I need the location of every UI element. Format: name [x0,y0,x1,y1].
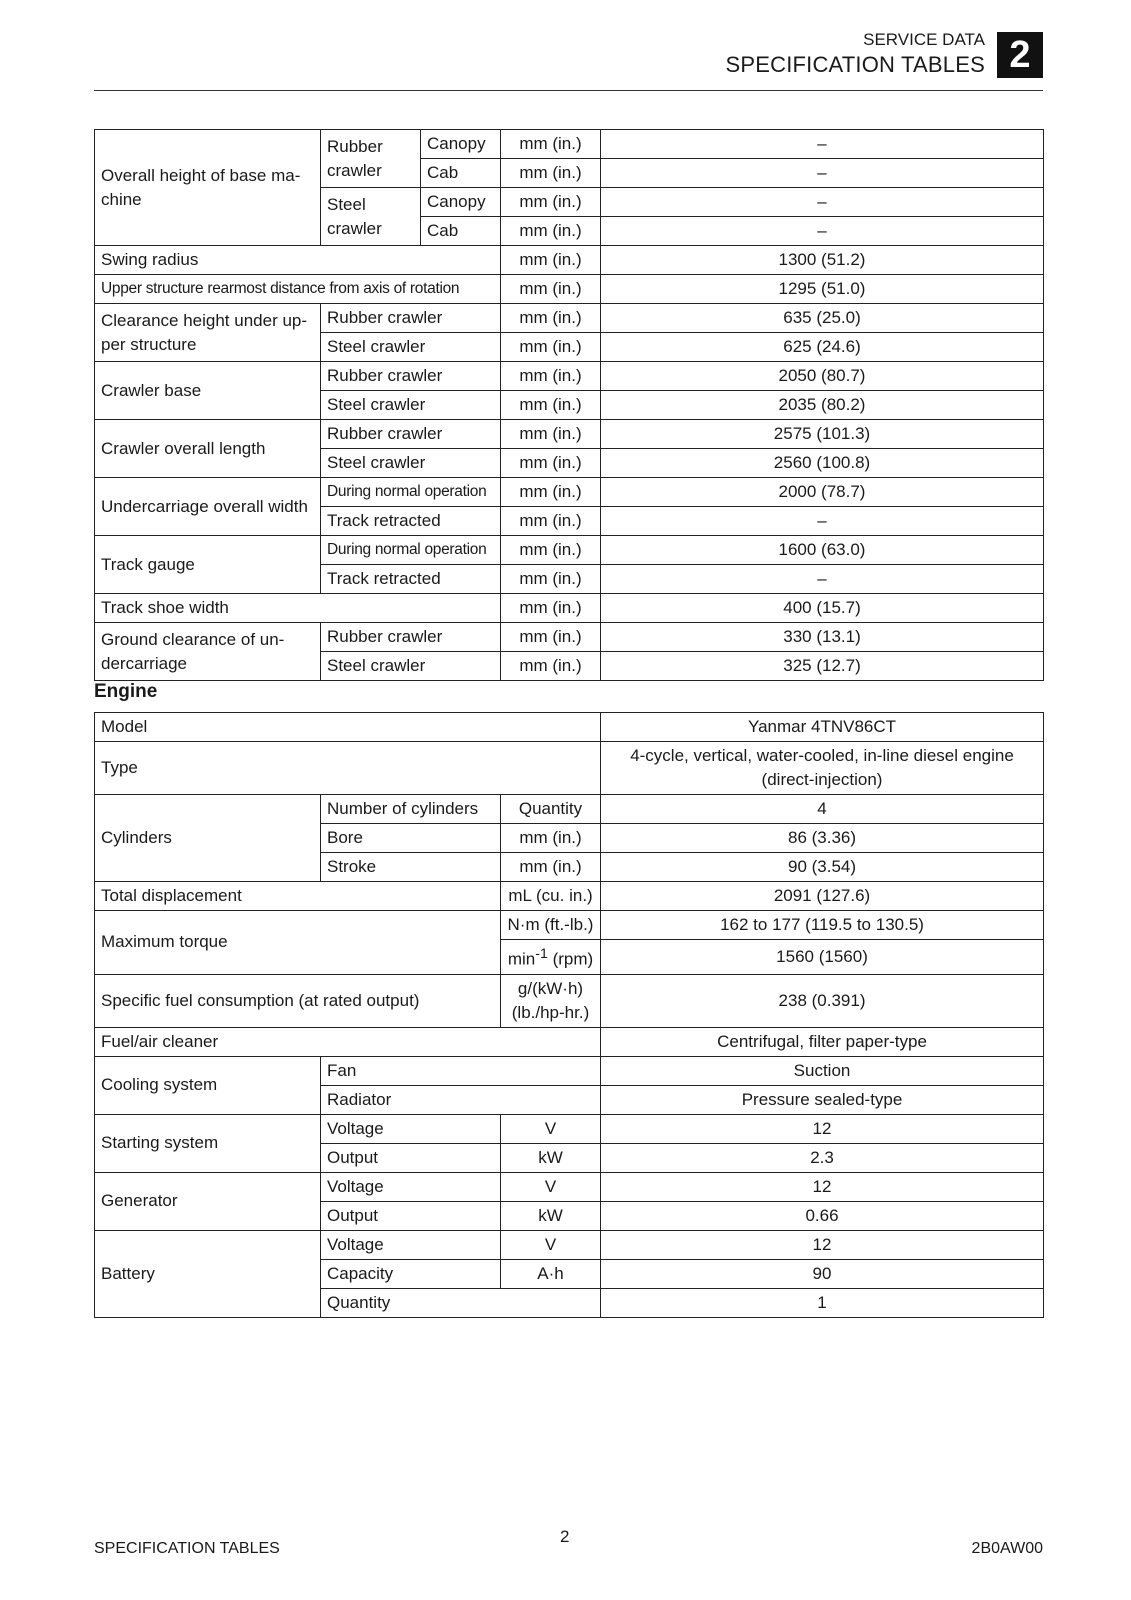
quantity-label: Quantity [321,1288,601,1317]
fan-label: Fan [321,1056,601,1085]
unit-cell: A·h [501,1259,601,1288]
unit-cell: mL (cu. in.) [501,882,601,911]
swing-radius-label: Swing radius [95,246,501,275]
unit-cell: mm (in.) [501,652,601,681]
table-row [95,1230,1044,1259]
footer-title: SPECIFICATION TABLES [94,1540,280,1557]
unit-cell: mm (in.) [501,594,601,623]
value-cell: 2.3 [601,1143,1044,1172]
value-cell: Centrifugal, filter paper-type [601,1027,1044,1056]
page-number: 2 [560,1527,570,1546]
unit-cell: mm (in.) [501,420,601,449]
upper-rear-label: Upper structure rearmost distance from axis of rotation [95,275,501,304]
model-value: Yanmar 4TNV86CT [601,713,1044,742]
table-row [95,536,1044,565]
table-row [95,478,1044,507]
capacity-label: Capacity [321,1259,501,1288]
air-cleaner-label: Fuel/air cleaner [95,1027,601,1056]
value-cell: 86 (3.36) [601,824,1044,853]
voltage-label: Voltage [321,1114,501,1143]
rubber-crawler-label: Rubber crawler [321,420,501,449]
canopy-label: Canopy [421,188,501,217]
unit-cell: mm (in.) [501,246,601,275]
swing-radius-value: 1300 (51.2) [601,246,1044,275]
unit-cell: mm (in.) [501,536,601,565]
table-row [95,1172,1044,1201]
table-row [95,623,1044,652]
value-cell: 330 (13.1) [601,623,1044,652]
engine-table [94,712,1044,1318]
unit-cell: mm (in.) [501,449,601,478]
page-header [443,30,1043,80]
table-row [95,246,1044,275]
value-cell: 635 (25.0) [601,304,1044,333]
unit-cell: mm (in.) [501,507,601,536]
cylinders-label: Cylinders [95,795,321,882]
type-label: Type [95,742,601,795]
value-cell: – [601,217,1044,246]
table-row [95,974,1044,1027]
value-cell: 12 [601,1172,1044,1201]
unit-cell: mm (in.) [501,159,601,188]
table-row [95,713,1044,742]
value-cell: 2000 (78.7) [601,478,1044,507]
steel-crawler-label: Steel crawler [321,188,421,246]
crawler-length-label: Crawler overall length [95,420,321,478]
document-code: 2B0AW00 [971,1540,1043,1557]
value-cell: 90 (3.54) [601,853,1044,882]
voltage-label: Voltage [321,1230,501,1259]
dimensions-table [94,129,1044,681]
canopy-label: Canopy [421,130,501,159]
table-row [95,911,1044,940]
steel-crawler-label: Steel crawler [321,449,501,478]
value-cell: 2575 (101.3) [601,420,1044,449]
value-cell: 4 [601,795,1044,824]
starting-label: Starting system [95,1114,321,1172]
bore-label: Bore [321,824,501,853]
table-row [95,420,1044,449]
value-cell: 162 to 177 (119.5 to 130.5) [601,911,1044,940]
track-gauge-label: Track gauge [95,536,321,594]
output-label: Output [321,1201,501,1230]
value-cell: 238 (0.391) [601,974,1044,1027]
rubber-crawler-label: Rubber crawler [321,362,501,391]
displacement-label: Total displacement [95,882,501,911]
value-cell: 625 (24.6) [601,333,1044,362]
table-row [95,795,1044,824]
track-shoe-value: 400 (15.7) [601,594,1044,623]
unit-cell: mm (in.) [501,130,601,159]
value-cell: 12 [601,1230,1044,1259]
track-retracted-label: Track retracted [321,565,501,594]
header-section: SERVICE DATA [863,30,985,49]
value-cell: – [601,188,1044,217]
track-shoe-label: Track shoe width [95,594,501,623]
rpm-unit-rest: (rpm) [547,949,594,969]
during-normal-label: During normal operation [321,478,501,507]
steel-crawler-label: Steel crawler [321,391,501,420]
rpm-unit-base: min [507,949,536,969]
value-cell: 325 (12.7) [601,652,1044,681]
rpm-unit-exponent: -1 [535,946,548,962]
ground-clearance-label: Ground clearance of un-dercarriage [95,623,321,681]
value-cell: 1560 (1560) [601,940,1044,975]
unit-cell: mm (in.) [501,362,601,391]
unit-cell: mm (in.) [501,853,601,882]
unit-cell: mm (in.) [501,565,601,594]
unit-cell: V [501,1172,601,1201]
table-row [95,130,1044,159]
radiator-label: Radiator [321,1085,601,1114]
model-label: Model [95,713,601,742]
clearance-upper-label: Clearance height under up-per structure [95,304,321,362]
cooling-label: Cooling system [95,1056,321,1114]
value-cell: 0.66 [601,1201,1044,1230]
value-cell: – [601,565,1044,594]
table-row [95,594,1044,623]
unit-cell: kW [501,1201,601,1230]
engine-heading: Engine [94,681,158,702]
output-label: Output [321,1143,501,1172]
rpm-unit-cell [501,940,601,975]
steel-crawler-label: Steel crawler [321,652,501,681]
unit-cell: mm (in.) [501,304,601,333]
table-row [95,362,1044,391]
table-row [95,882,1044,911]
table-row [95,275,1044,304]
value-cell: – [601,507,1044,536]
cab-label: Cab [421,217,501,246]
unit-cell: mm (in.) [501,824,601,853]
table-row [95,1027,1044,1056]
unit-cell: V [501,1230,601,1259]
unit-cell: mm (in.) [501,188,601,217]
value-cell: – [601,130,1044,159]
unit-cell: mm (in.) [501,217,601,246]
unit-cell: N·m (ft.-lb.) [501,911,601,940]
value-cell: 2091 (127.6) [601,882,1044,911]
unit-cell: V [501,1114,601,1143]
rubber-crawler-label: Rubber crawler [321,623,501,652]
cab-label: Cab [421,159,501,188]
value-cell: 2050 (80.7) [601,362,1044,391]
table-row [95,1056,1044,1085]
crawler-base-label: Crawler base [95,362,321,420]
value-cell: 1 [601,1288,1044,1317]
value-cell: 90 [601,1259,1044,1288]
unit-cell: mm (in.) [501,275,601,304]
table-row [95,742,1044,795]
unit-cell: mm (in.) [501,333,601,362]
unit-cell: Quantity [501,795,601,824]
num-cylinders-label: Number of cylinders [321,795,501,824]
unit-cell: g/(kW·h) (lb./hp-hr.) [501,974,601,1027]
value-cell: 2035 (80.2) [601,391,1044,420]
type-value: 4-cycle, vertical, water-cooled, in-line diesel engine (direct-injection) [601,742,1044,795]
value-cell: – [601,159,1044,188]
upper-rear-value: 1295 (51.0) [601,275,1044,304]
header-divider [94,90,1043,91]
unit-cell: mm (in.) [501,478,601,507]
value-cell: Pressure sealed-type [601,1085,1044,1114]
value-cell: Suction [601,1056,1044,1085]
unit-cell: mm (in.) [501,623,601,652]
value-cell: 12 [601,1114,1044,1143]
generator-label: Generator [95,1172,321,1230]
steel-crawler-label: Steel crawler [321,333,501,362]
torque-label: Maximum torque [95,911,501,975]
stroke-label: Stroke [321,853,501,882]
rubber-crawler-label: Rubber crawler [321,304,501,333]
chapter-badge: 2 [997,32,1043,78]
table-row [95,304,1044,333]
table-row [95,1114,1044,1143]
voltage-label: Voltage [321,1172,501,1201]
overall-height-label: Overall height of base ma-chine [95,130,321,246]
unit-cell: kW [501,1143,601,1172]
header-title: SPECIFICATION TABLES [725,52,985,77]
value-cell: 1600 (63.0) [601,536,1044,565]
undercarriage-width-label: Undercarriage overall width [95,478,321,536]
value-cell: 2560 (100.8) [601,449,1044,478]
track-retracted-label: Track retracted [321,507,501,536]
rubber-crawler-label: Rubber crawler [321,130,421,188]
battery-label: Battery [95,1230,321,1317]
sfc-label: Specific fuel consumption (at rated output) [95,974,501,1027]
unit-cell: mm (in.) [501,391,601,420]
during-normal-label: During normal operation [321,536,501,565]
